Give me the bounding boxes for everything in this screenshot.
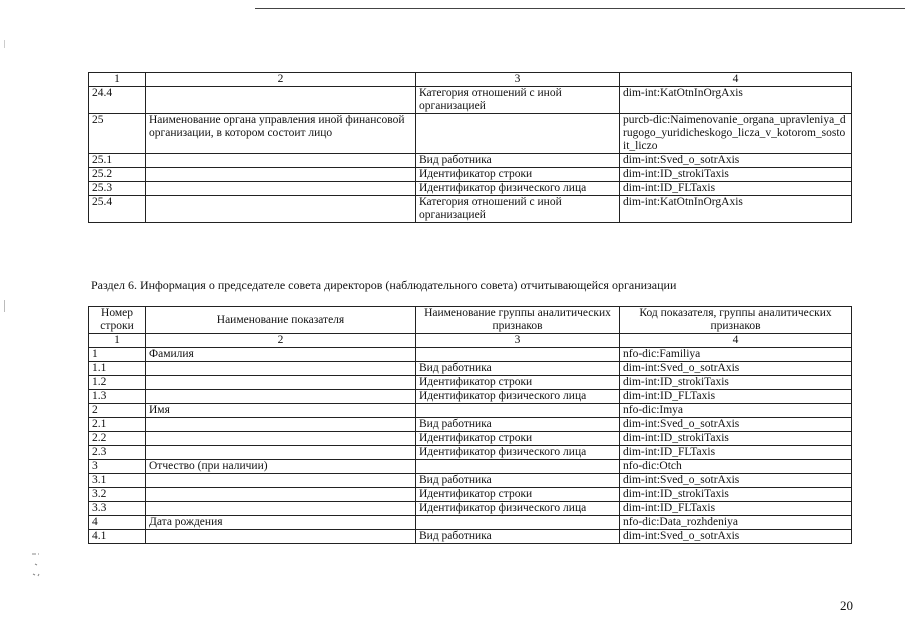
indicator-name [146,488,416,502]
table-row [89,114,852,154]
indicator-name: Имя [146,404,416,418]
indicator-code: nfo-dic:Data_rozhdeniya [620,516,852,530]
analytic-group: Идентификатор строки [416,168,620,182]
table-row [89,530,852,544]
indicator-name: Дата рождения [146,516,416,530]
header-row [89,307,852,334]
analytic-group: Вид работника [416,154,620,168]
row-number: 3.2 [89,488,146,502]
analytic-group: Идентификатор строки [416,488,620,502]
analytic-group: Идентификатор физического лица [416,446,620,460]
analytic-group [416,516,620,530]
table-row [89,348,852,362]
row-number: 2.1 [89,418,146,432]
margin-scan-artifact [30,550,44,585]
indicator-code: dim-int:ID_strokiTaxis [620,168,852,182]
indicator-code: dim-int:Sved_o_sotrAxis [620,418,852,432]
indicator-code: dim-int:Sved_o_sotrAxis [620,362,852,376]
indicator-name [146,418,416,432]
page-number: 20 [840,598,853,613]
row-number: 4.1 [89,530,146,544]
row-number: 2 [89,404,146,418]
section6-table [88,306,852,544]
indicator-code: dim-int:KatOtnInOrgAxis [620,87,852,114]
table-row [89,418,852,432]
row-number: 1.2 [89,376,146,390]
row-number: 25 [89,114,146,154]
indicator-code: dim-int:ID_FLTaxis [620,502,852,516]
table-row [89,516,852,530]
indicator-code: nfo-dic:Imya [620,404,852,418]
indicator-code: dim-int:ID_strokiTaxis [620,488,852,502]
table-row [89,488,852,502]
indicator-name: Фамилия [146,348,416,362]
row-number: 24.4 [89,87,146,114]
analytic-group: Вид работника [416,530,620,544]
scan-mark [4,40,5,48]
column-number: 3 [416,334,620,348]
indicator-code: dim-int:Sved_o_sotrAxis [620,154,852,168]
row-number: 25.1 [89,154,146,168]
indicator-code: dim-int:ID_strokiTaxis [620,432,852,446]
table-row [89,376,852,390]
header-indicator-code: Код показателя, группы аналитических признаков [620,307,852,334]
analytic-group [416,460,620,474]
analytic-group: Идентификатор физического лица [416,182,620,196]
analytic-group [416,348,620,362]
table-row [89,446,852,460]
indicator-code: dim-int:Sved_o_sotrAxis [620,530,852,544]
margin-scribble-icon [30,550,44,582]
indicator-name [146,196,416,223]
indicator-name [146,376,416,390]
indicator-name [146,474,416,488]
header-analytic-group: Наименование группы аналитических признаков [416,307,620,334]
indicator-name [146,446,416,460]
table-row [89,182,852,196]
row-number: 25.3 [89,182,146,196]
indicator-code: nfo-dic:Otch [620,460,852,474]
row-number: 1 [89,348,146,362]
row-number: 25.4 [89,196,146,223]
table-row [89,168,852,182]
table-row [89,362,852,376]
column-number: 4 [620,73,852,87]
indicator-code: purcb-dic:Naimenovanie_organa_upravleniya_drugogo_yuridicheskogo_licza_v_kotorom_sostoit_liczo [620,114,852,154]
indicator-name [146,432,416,446]
indicator-code: nfo-dic:Familiya [620,348,852,362]
table-row [89,474,852,488]
row-number: 3.1 [89,474,146,488]
row-number: 4 [89,516,146,530]
scan-mark [4,300,5,312]
table-row [89,502,852,516]
analytic-group: Вид работника [416,474,620,488]
indicator-code: dim-int:ID_FLTaxis [620,390,852,404]
table-row [89,154,852,168]
row-number: 1.3 [89,390,146,404]
table-row [89,404,852,418]
table-row [89,432,852,446]
indicator-name [146,502,416,516]
indicator-code: dim-int:Sved_o_sotrAxis [620,474,852,488]
indicator-name [146,390,416,404]
row-number: 25.2 [89,168,146,182]
column-number: 1 [89,334,146,348]
table-row [89,390,852,404]
analytic-group: Идентификатор строки [416,432,620,446]
header-row-number: Номер строки [89,307,146,334]
column-number-row [89,334,852,348]
indicator-name [146,530,416,544]
row-number: 1.1 [89,362,146,376]
indicator-name [146,182,416,196]
indicator-code: dim-int:ID_FLTaxis [620,446,852,460]
analytic-group [416,114,620,154]
table-row [89,196,852,223]
analytic-group: Идентификатор физического лица [416,502,620,516]
header-rule [255,8,905,9]
indicator-code: dim-int:KatOtnInOrgAxis [620,196,852,223]
indicator-name [146,362,416,376]
indicator-name [146,154,416,168]
column-number: 2 [146,334,416,348]
column-number: 4 [620,334,852,348]
column-number-row [89,73,852,87]
analytic-group: Идентификатор строки [416,376,620,390]
header-indicator-name: Наименование показателя [146,307,416,334]
analytic-group [416,404,620,418]
column-number: 1 [89,73,146,87]
indicator-name [146,87,416,114]
analytic-group: Вид работника [416,362,620,376]
section-title: Раздел 6. Информация о председателе совета директоров (наблюдательного совета) отчитывающейся организации [91,278,677,292]
indicator-code: dim-int:ID_strokiTaxis [620,376,852,390]
indicator-name: Отчество (при наличии) [146,460,416,474]
table-row [89,460,852,474]
analytic-group: Категория отношений с иной организацией [416,87,620,114]
continuation-table [88,72,852,223]
column-number: 2 [146,73,416,87]
row-number: 2.2 [89,432,146,446]
column-number: 3 [416,73,620,87]
indicator-name [146,168,416,182]
table-row [89,87,852,114]
indicator-name: Наименование органа управления иной финансовой организации, в котором состоит лицо [146,114,416,154]
analytic-group: Вид работника [416,418,620,432]
indicator-code: dim-int:ID_FLTaxis [620,182,852,196]
row-number: 2.3 [89,446,146,460]
analytic-group: Категория отношений с иной организацией [416,196,620,223]
row-number: 3 [89,460,146,474]
row-number: 3.3 [89,502,146,516]
analytic-group: Идентификатор физического лица [416,390,620,404]
